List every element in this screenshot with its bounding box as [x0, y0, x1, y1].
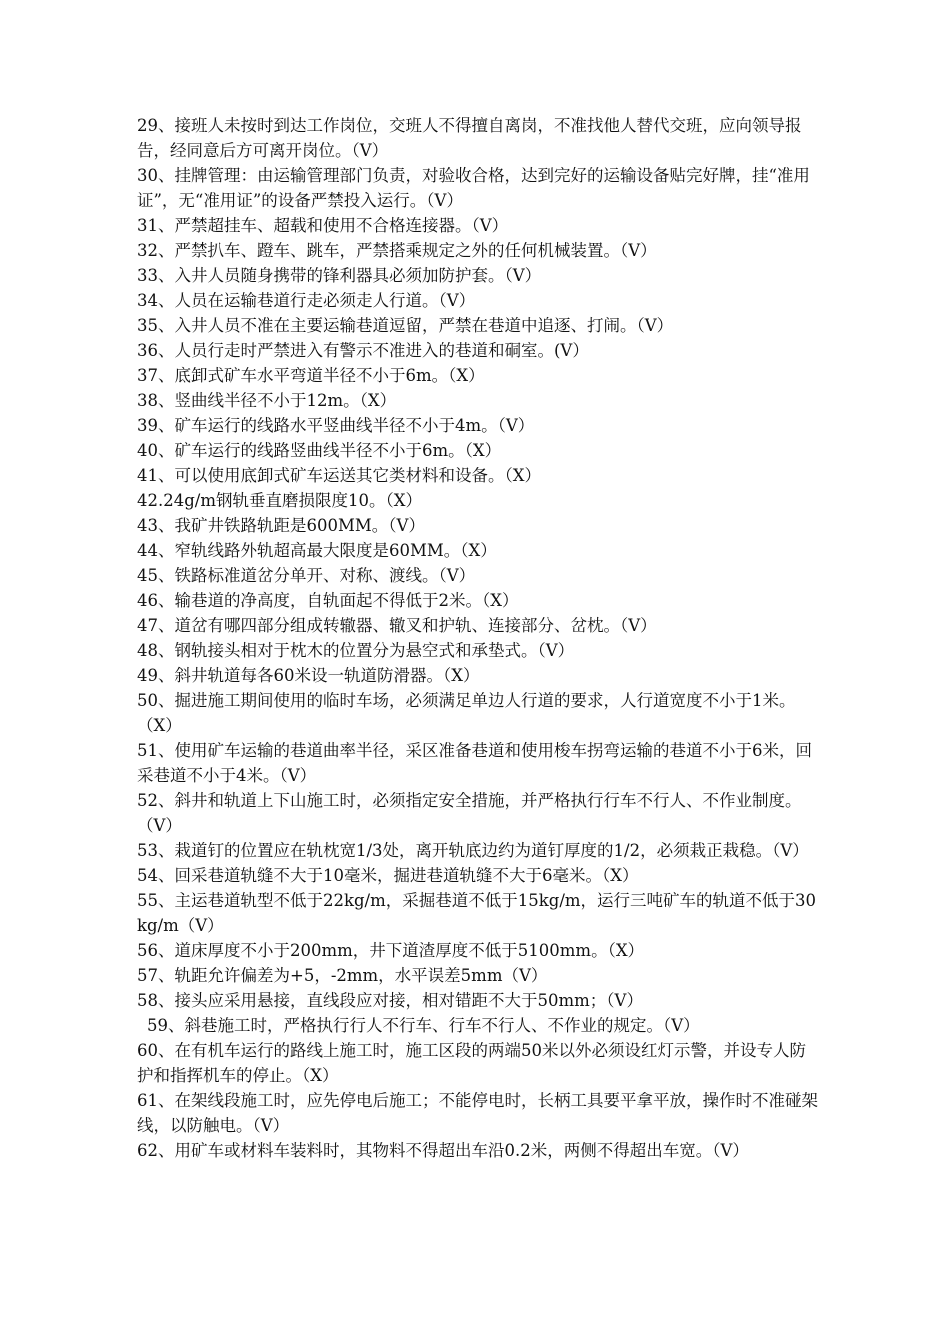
- list-item: 53、栽道钉的位置应在轨枕宽1/3处，离开轨底边约为道钉厚度的1/2，必须栽正栽稳。（V）: [137, 841, 809, 860]
- list-item: 48、钢轨接头相对于枕木的位置分为悬空式和承垫式。（V）: [137, 641, 575, 660]
- list-item: 57、轨距允许偏差为+5，-2mm，水平误差5mm（V）: [137, 966, 548, 985]
- list-item: 41、可以使用底卸式矿车运送其它类材料和设备。（X）: [137, 466, 541, 485]
- list-item: 34、人员在运输巷道行走必须走人行道。（V）: [137, 291, 476, 310]
- list-item: 50、掘进施工期间使用的临时车场，必须满足单边人行道的要求，人行道宽度不小于1米。（X）: [137, 691, 796, 735]
- list-item: 32、严禁扒车、蹬车、跳车，严禁搭乘规定之外的任何机械装置。（V）: [137, 241, 657, 260]
- list-item: 38、竖曲线半径不小于12m。（X）: [137, 391, 397, 410]
- list-item: 44、窄轨线路外轨超高最大限度是60MM。（X）: [137, 541, 497, 560]
- list-item: 49、斜井轨道每各60米设一轨道防滑器。（X）: [137, 666, 480, 685]
- list-item: 61、在架线段施工时，应先停电后施工；不能停电时，长柄工具要平拿平放，操作时不准碰架线，以防触电。（V）: [137, 1091, 818, 1135]
- list-item: 39、矿车运行的线路水平竖曲线半径不小于4m。（V）: [137, 416, 535, 435]
- list-item: 58、接头应采用悬接，直线段应对接，相对错距不大于50mm；（V）: [137, 991, 643, 1010]
- list-item: 56、道床厚度不小于200mm，井下道渣厚度不低于5100mm。（X）: [137, 941, 645, 960]
- list-item: 59、斜巷施工时，严格执行行人不行车、行车不行人、不作业的规定。（V）: [147, 1016, 700, 1035]
- list-item: 45、铁路标准道岔分单开、对称、渡线。（V）: [137, 566, 476, 585]
- list-item: 47、道岔有哪四部分组成转辙器、辙叉和护轨、连接部分、岔枕。（V）: [137, 616, 657, 635]
- list-item: 36、人员行走时严禁进入有警示不准进入的巷道和硐室。(V）: [137, 341, 589, 360]
- list-item: 46、输巷道的净高度，自轨面起不得低于2米。（X）: [137, 591, 519, 610]
- question-list: [137, 113, 822, 1163]
- list-item: 37、底卸式矿车水平弯道半径不小于6m。（X）: [137, 366, 485, 385]
- list-item: 33、入井人员随身携带的锋利器具必须加防护套。（V）: [137, 266, 542, 285]
- list-item: 60、在有机车运行的路线上施工时，施工区段的两端50米以外必须设红灯示警，并设专人防护和指挥机车的停止。（X）: [137, 1041, 806, 1085]
- list-item: 30、挂牌管理：由运输管理部门负责，对验收合格，达到完好的运输设备贴完好牌，挂“准用证”，无“准用证”的设备严禁投入运行。（V）: [137, 166, 810, 210]
- list-item: 52、斜井和轨道上下山施工时，必须指定安全措施，并严格执行行车不行人、不作业制度。（V）: [137, 791, 802, 835]
- list-item: 43、我矿井铁路轨距是600MM。（V）: [137, 516, 425, 535]
- list-item: 51、使用矿车运输的巷道曲率半径，采区准备巷道和使用梭车拐弯运输的巷道不小于6米，回采巷道不小于4米。（V）: [137, 741, 812, 785]
- list-item: 54、回采巷道轨缝不大于10毫米，掘进巷道轨缝不大于6毫米。（X）: [137, 866, 639, 885]
- list-item: 42.24g/m钢轨垂直磨损限度10。（X）: [137, 491, 422, 510]
- list-item: 35、入井人员不准在主要运输巷道逗留，严禁在巷道中追逐、打闹。（V）: [137, 316, 674, 335]
- list-item: 40、矿车运行的线路竖曲线半径不小于6m。（X）: [137, 441, 502, 460]
- list-item: 55、主运巷道轨型不低于22kg/m，采掘巷道不低于15kg/m，运行三吨矿车的轨道不低于30kg/m（V）: [137, 891, 817, 935]
- list-item: 62、用矿车或材料车装料时，其物料不得超出车沿0.2米，两侧不得超出车宽。（V）: [137, 1141, 749, 1160]
- list-item: 29、接班人未按时到达工作岗位，交班人不得擅自离岗，不准找他人替代交班，应向领导报告，经同意后方可离开岗位。（V）: [137, 116, 802, 160]
- list-item: 31、严禁超挂车、超载和使用不合格连接器。（V）: [137, 216, 509, 235]
